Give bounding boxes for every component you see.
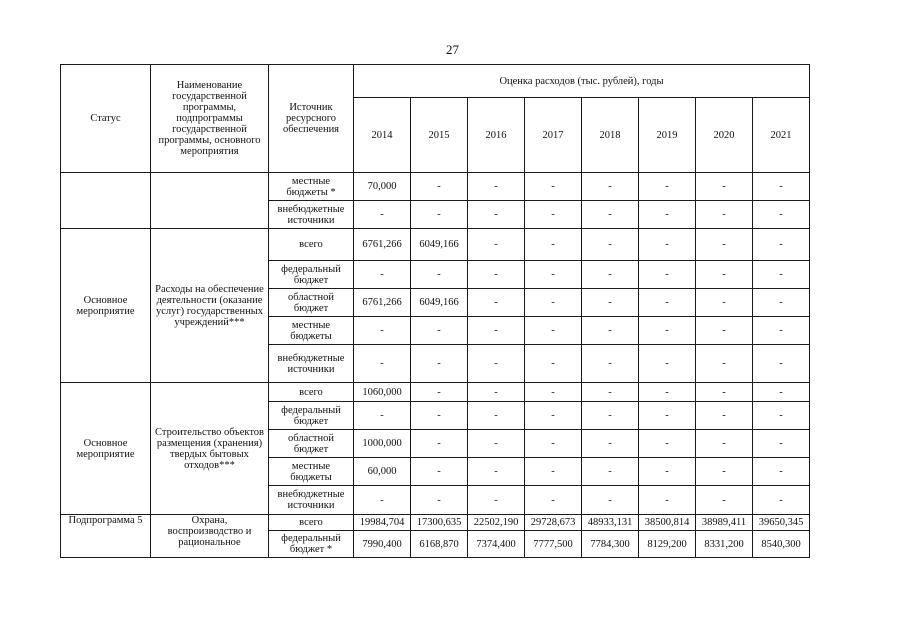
value-cell: 6761,266 xyxy=(354,289,411,317)
value-cell: - xyxy=(639,289,696,317)
value-cell: - xyxy=(753,201,810,229)
value-cell: - xyxy=(753,486,810,515)
value-cell: 7777,500 xyxy=(525,531,582,558)
value-cell: - xyxy=(354,402,411,430)
year-2015: 2015 xyxy=(411,98,468,173)
value-cell: - xyxy=(753,317,810,345)
value-cell: - xyxy=(696,289,753,317)
source-cell: местные бюджеты * xyxy=(269,173,354,201)
value-cell: - xyxy=(468,383,525,402)
source-cell: внебюджетные источники xyxy=(269,486,354,515)
header-name: Наименование государственной программы, подпрограммы государственной программы, основного мероприятия xyxy=(151,65,269,173)
value-cell: - xyxy=(525,383,582,402)
value-cell: - xyxy=(411,345,468,383)
value-cell: - xyxy=(525,402,582,430)
source-cell: местные бюджеты xyxy=(269,317,354,345)
value-cell: - xyxy=(468,486,525,515)
value-cell: 1060,000 xyxy=(354,383,411,402)
value-cell: - xyxy=(753,345,810,383)
budget-table xyxy=(60,64,810,558)
value-cell: - xyxy=(525,458,582,486)
value-cell: - xyxy=(696,345,753,383)
source-cell: внебюджетные источники xyxy=(269,345,354,383)
value-cell: - xyxy=(468,261,525,289)
value-cell: - xyxy=(354,345,411,383)
value-cell: - xyxy=(525,486,582,515)
value-cell: - xyxy=(582,289,639,317)
value-cell: - xyxy=(525,289,582,317)
table-row xyxy=(61,515,810,531)
value-cell: - xyxy=(753,430,810,458)
value-cell: - xyxy=(354,201,411,229)
name-cell: Охрана, воспроизводство и рациональное xyxy=(151,515,269,558)
value-cell: - xyxy=(696,383,753,402)
year-2021: 2021 xyxy=(753,98,810,173)
value-cell: - xyxy=(753,229,810,261)
value-cell: 7374,400 xyxy=(468,531,525,558)
header-row-top xyxy=(61,65,810,98)
value-cell: 19984,704 xyxy=(354,515,411,531)
table-row xyxy=(61,229,810,261)
value-cell: - xyxy=(582,345,639,383)
value-cell: - xyxy=(525,229,582,261)
value-cell: - xyxy=(582,402,639,430)
value-cell: - xyxy=(582,201,639,229)
table-row xyxy=(61,173,810,201)
year-2019: 2019 xyxy=(639,98,696,173)
value-cell: 6761,266 xyxy=(354,229,411,261)
value-cell: - xyxy=(468,430,525,458)
value-cell: - xyxy=(696,458,753,486)
value-cell: - xyxy=(696,261,753,289)
value-cell: - xyxy=(696,317,753,345)
value-cell: - xyxy=(753,289,810,317)
value-cell: 38500,814 xyxy=(639,515,696,531)
value-cell: - xyxy=(468,402,525,430)
value-cell: - xyxy=(582,430,639,458)
year-2017: 2017 xyxy=(525,98,582,173)
value-cell: 29728,673 xyxy=(525,515,582,531)
value-cell: - xyxy=(696,430,753,458)
value-cell: - xyxy=(582,486,639,515)
value-cell: - xyxy=(468,345,525,383)
value-cell: - xyxy=(753,173,810,201)
value-cell: - xyxy=(411,201,468,229)
value-cell: - xyxy=(639,458,696,486)
source-cell: федеральный бюджет xyxy=(269,402,354,430)
value-cell: - xyxy=(411,486,468,515)
value-cell: - xyxy=(639,261,696,289)
value-cell: 6168,870 xyxy=(411,531,468,558)
value-cell: - xyxy=(639,486,696,515)
year-2016: 2016 xyxy=(468,98,525,173)
name-cell-empty xyxy=(151,173,269,229)
value-cell: - xyxy=(753,458,810,486)
value-cell: - xyxy=(582,229,639,261)
value-cell: - xyxy=(696,486,753,515)
page-number: 27 xyxy=(446,42,459,57)
value-cell: - xyxy=(525,201,582,229)
value-cell: 8540,300 xyxy=(753,531,810,558)
value-cell: 7990,400 xyxy=(354,531,411,558)
value-cell: - xyxy=(639,173,696,201)
value-cell: - xyxy=(525,345,582,383)
value-cell: 48933,131 xyxy=(582,515,639,531)
value-cell: - xyxy=(468,289,525,317)
value-cell: - xyxy=(582,458,639,486)
value-cell: - xyxy=(696,229,753,261)
value-cell: - xyxy=(525,430,582,458)
value-cell: 6049,166 xyxy=(411,229,468,261)
value-cell: - xyxy=(525,173,582,201)
value-cell: - xyxy=(468,173,525,201)
value-cell: - xyxy=(411,383,468,402)
value-cell: - xyxy=(354,486,411,515)
value-cell: 70,000 xyxy=(354,173,411,201)
value-cell: - xyxy=(753,402,810,430)
source-cell: всего xyxy=(269,383,354,402)
value-cell: - xyxy=(639,201,696,229)
value-cell: - xyxy=(468,229,525,261)
source-cell: всего xyxy=(269,229,354,261)
value-cell: - xyxy=(354,317,411,345)
source-cell: всего xyxy=(269,515,354,531)
value-cell: - xyxy=(525,317,582,345)
source-cell: местные бюджеты xyxy=(269,458,354,486)
year-2020: 2020 xyxy=(696,98,753,173)
value-cell: - xyxy=(753,383,810,402)
value-cell: - xyxy=(582,317,639,345)
value-cell: - xyxy=(411,261,468,289)
value-cell: - xyxy=(582,173,639,201)
value-cell: - xyxy=(639,229,696,261)
value-cell: - xyxy=(639,345,696,383)
header-source: Источник ресурсного обеспечения xyxy=(269,65,354,173)
value-cell: - xyxy=(468,458,525,486)
header-status: Статус xyxy=(61,65,151,173)
value-cell: - xyxy=(639,430,696,458)
name-cell: Строительство объектов размещения (хранения) твердых бытовых отходов*** xyxy=(151,383,269,515)
value-cell: - xyxy=(411,173,468,201)
value-cell: 60,000 xyxy=(354,458,411,486)
value-cell: - xyxy=(639,317,696,345)
value-cell: - xyxy=(696,173,753,201)
value-cell: 22502,190 xyxy=(468,515,525,531)
status-cell: Основное мероприятие xyxy=(61,229,151,383)
value-cell: - xyxy=(639,402,696,430)
table-row xyxy=(61,383,810,402)
year-2014: 2014 xyxy=(354,98,411,173)
value-cell: - xyxy=(639,383,696,402)
value-cell: 6049,166 xyxy=(411,289,468,317)
value-cell: - xyxy=(411,430,468,458)
value-cell: - xyxy=(468,317,525,345)
name-cell: Расходы на обеспечение деятельности (оказание услуг) государственных учреждений*** xyxy=(151,229,269,383)
source-cell: областной бюджет xyxy=(269,430,354,458)
value-cell: - xyxy=(582,261,639,289)
value-cell: 1000,000 xyxy=(354,430,411,458)
value-cell: - xyxy=(753,261,810,289)
value-cell: - xyxy=(411,458,468,486)
source-cell: федеральный бюджет * xyxy=(269,531,354,558)
value-cell: 7784,300 xyxy=(582,531,639,558)
status-cell: Подпрограмма 5 xyxy=(61,515,151,558)
value-cell: - xyxy=(411,317,468,345)
value-cell: - xyxy=(696,201,753,229)
value-cell: - xyxy=(582,383,639,402)
value-cell: - xyxy=(525,261,582,289)
source-cell: областной бюджет xyxy=(269,289,354,317)
value-cell: 38989,411 xyxy=(696,515,753,531)
status-cell-empty xyxy=(61,173,151,229)
status-cell: Основное мероприятие xyxy=(61,383,151,515)
value-cell: - xyxy=(411,402,468,430)
value-cell: - xyxy=(354,261,411,289)
value-cell: 17300,635 xyxy=(411,515,468,531)
value-cell: 39650,345 xyxy=(753,515,810,531)
value-cell: - xyxy=(696,402,753,430)
year-2018: 2018 xyxy=(582,98,639,173)
header-estimate: Оценка расходов (тыс. рублей), годы xyxy=(354,65,810,98)
source-cell: федеральный бюджет xyxy=(269,261,354,289)
value-cell: 8129,200 xyxy=(639,531,696,558)
value-cell: - xyxy=(468,201,525,229)
source-cell: внебюджетные источники xyxy=(269,201,354,229)
value-cell: 8331,200 xyxy=(696,531,753,558)
